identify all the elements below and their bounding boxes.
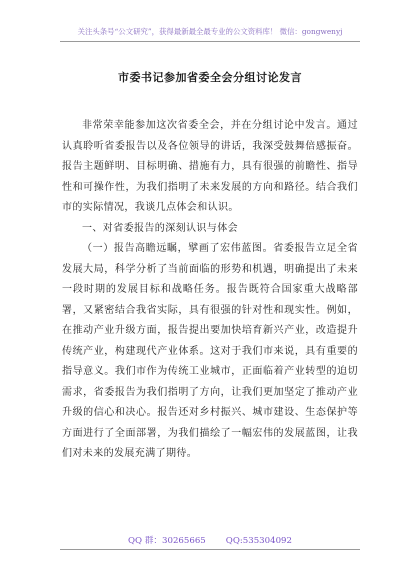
footer-divider <box>60 549 360 550</box>
page-footer <box>60 535 360 547</box>
section-heading: 一、对省委报告的深刻认识与体会 <box>82 222 238 234</box>
document-body <box>62 116 358 465</box>
paragraph-section-1: （一）报告高瞻远瞩，擘画了宏伟蓝图。省委报告立足全省发展大局，科学分析了当前面临的形势和机遇，明确提出了未来一段时期的发展目标和战略任务。报告既符合国家重大战略部署，又紧密结合我省实际，具有很强的针对性和现实性。例如，在推动产业升级方面，报告提出要加快培育新兴产业，改造提升传统产业，构建现代产业体系。这对于我们市来说，具有重要的指导意义。我们市作为传统工业城市，正面临着产业转型的迫切需求，省委报告为我们指明了方向，让我们更加坚定了推动产业升级的信心和决心。报告还对乡村振兴、城市建设、生态保护等方面进行了全面部署，为我们描绘了一幅宏伟的发展蓝图，让我们对未来的发展充满了期待。 <box>62 243 358 459</box>
footer-qq: QQ:535304092 <box>225 536 292 546</box>
page-header-notice: 关注头条号“公文研究”，获得最新最全最专业的公文资料库！ 微信：gongwenyj <box>77 27 343 36</box>
footer-qq-group: QQ 群：30265665 <box>128 536 206 546</box>
header-divider <box>60 41 360 42</box>
document-title: 市委书记参加省委全会分组讨论发言 <box>118 71 302 84</box>
paragraph-intro: 非常荣幸能参加这次省委全会，并在分组讨论中发言。通过认真聆听省委报告以及各位领导的讲话，我深受鼓舞倍感振奋。报告主题鲜明、目标明确、措施有力，具有很强的前瞻性、指导性和可操作性，为我们指明了未来发展的方向和路径。结合我们市的实际情况，我谈几点体会和认识。 <box>62 120 358 213</box>
